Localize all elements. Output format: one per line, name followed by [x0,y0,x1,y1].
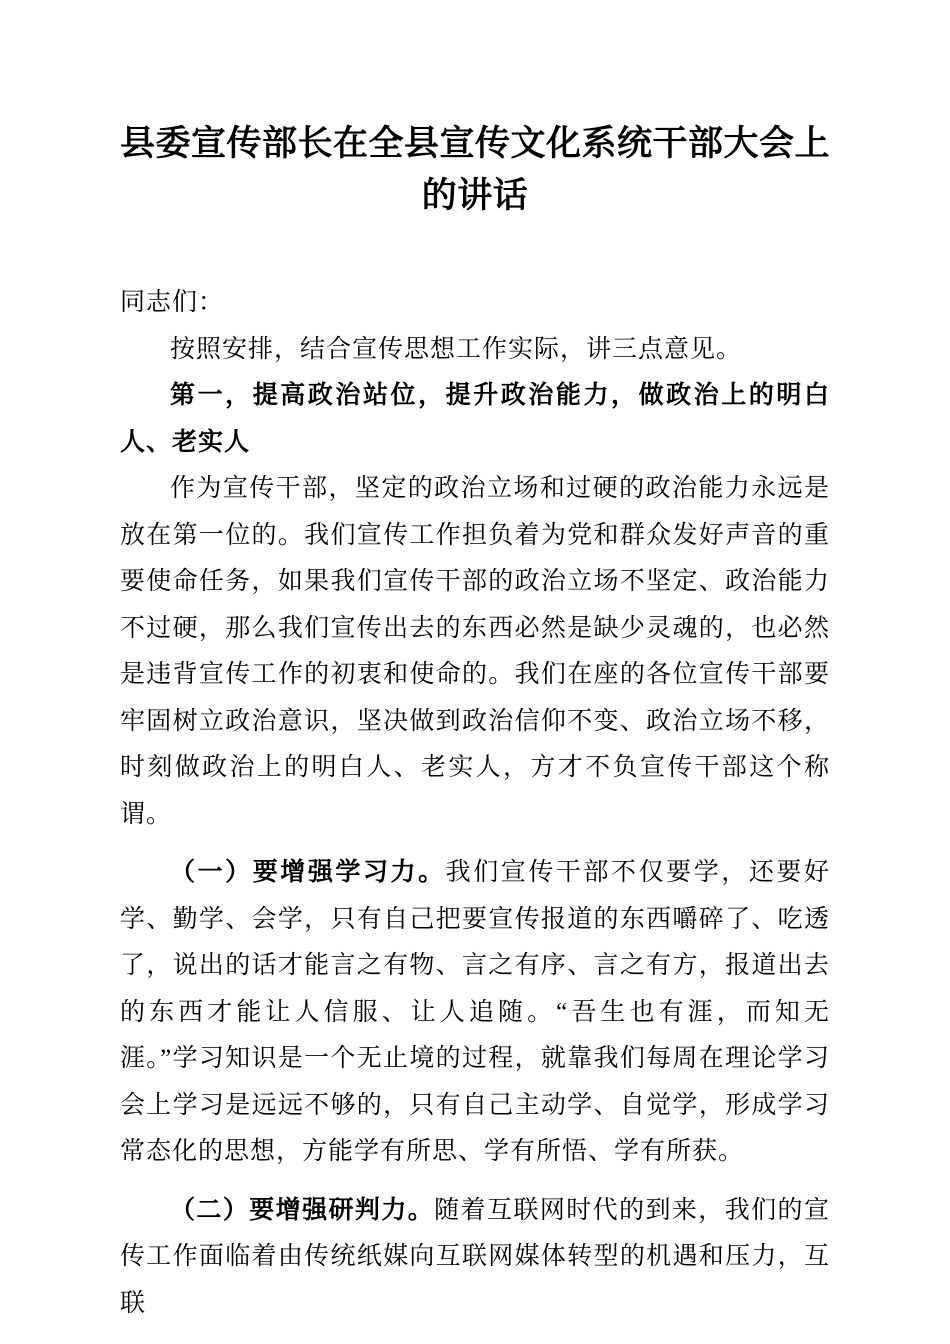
paragraph [120,1188,830,1328]
paragraph [120,466,830,838]
paragraph-text: 随着互联网时代的到来，我们的宣传工作面临着由传统纸媒向互联网媒体转型的机遇和压力，互联 [120,1196,830,1317]
paragraph-lead: （二）要增强研判力。 [170,1196,435,1224]
paragraph-lead: 第一，提高政治站位，提升政治能力，做政治上的明白人、老实人 [120,382,830,456]
document-title: 县委宣传部长在全县宣传文化系统干部大会上的讲话 [120,124,831,215]
paragraph [120,850,830,1176]
paragraph-text: 我们宣传干部不仅要学，还要好学、勤学、会学，只有自己把要宣传报道的东西嚼碎了、吃透了，说出的话才能言之有物、言之有序、言之有方，报道出去的东西才能让人信服、让人追随。“吾生也有涯，而知无涯。”学习知识是一个无止境的过程，就靠我们每周在理论学习会上学习是远远不够的，只有自己主动学、自觉学，形成学习常态化的思想，方能学有所思、学有所悟、学有所获。 [120,859,830,1165]
salutation: 同志们： [120,289,225,316]
section-heading [120,373,830,466]
paragraph [120,327,830,374]
paragraph-lead: （一）要增强学习力。 [170,859,446,886]
paragraph-text: 作为宣传干部，坚定的政治立场和过硬的政治能力永远是放在第一位的。我们宣传工作担负着为党和群众发好声音的重要使命任务，如果我们宣传干部的政治立场不坚定、政治能力不过硬，那么我们宣传出去的东西必然是缺少灵魂的，也必然是违背宣传工作的初衷和使命的。我们在座的各位宣传干部要牢固树立政治意识，坚决做到政治信仰不变、政治立场不移，时刻做政治上的明白人、老实人，方才不负宣传干部这个称谓。 [120,475,830,828]
paragraph-text: 按照安排，结合宣传思想工作实际，讲三点意见。 [170,335,743,363]
